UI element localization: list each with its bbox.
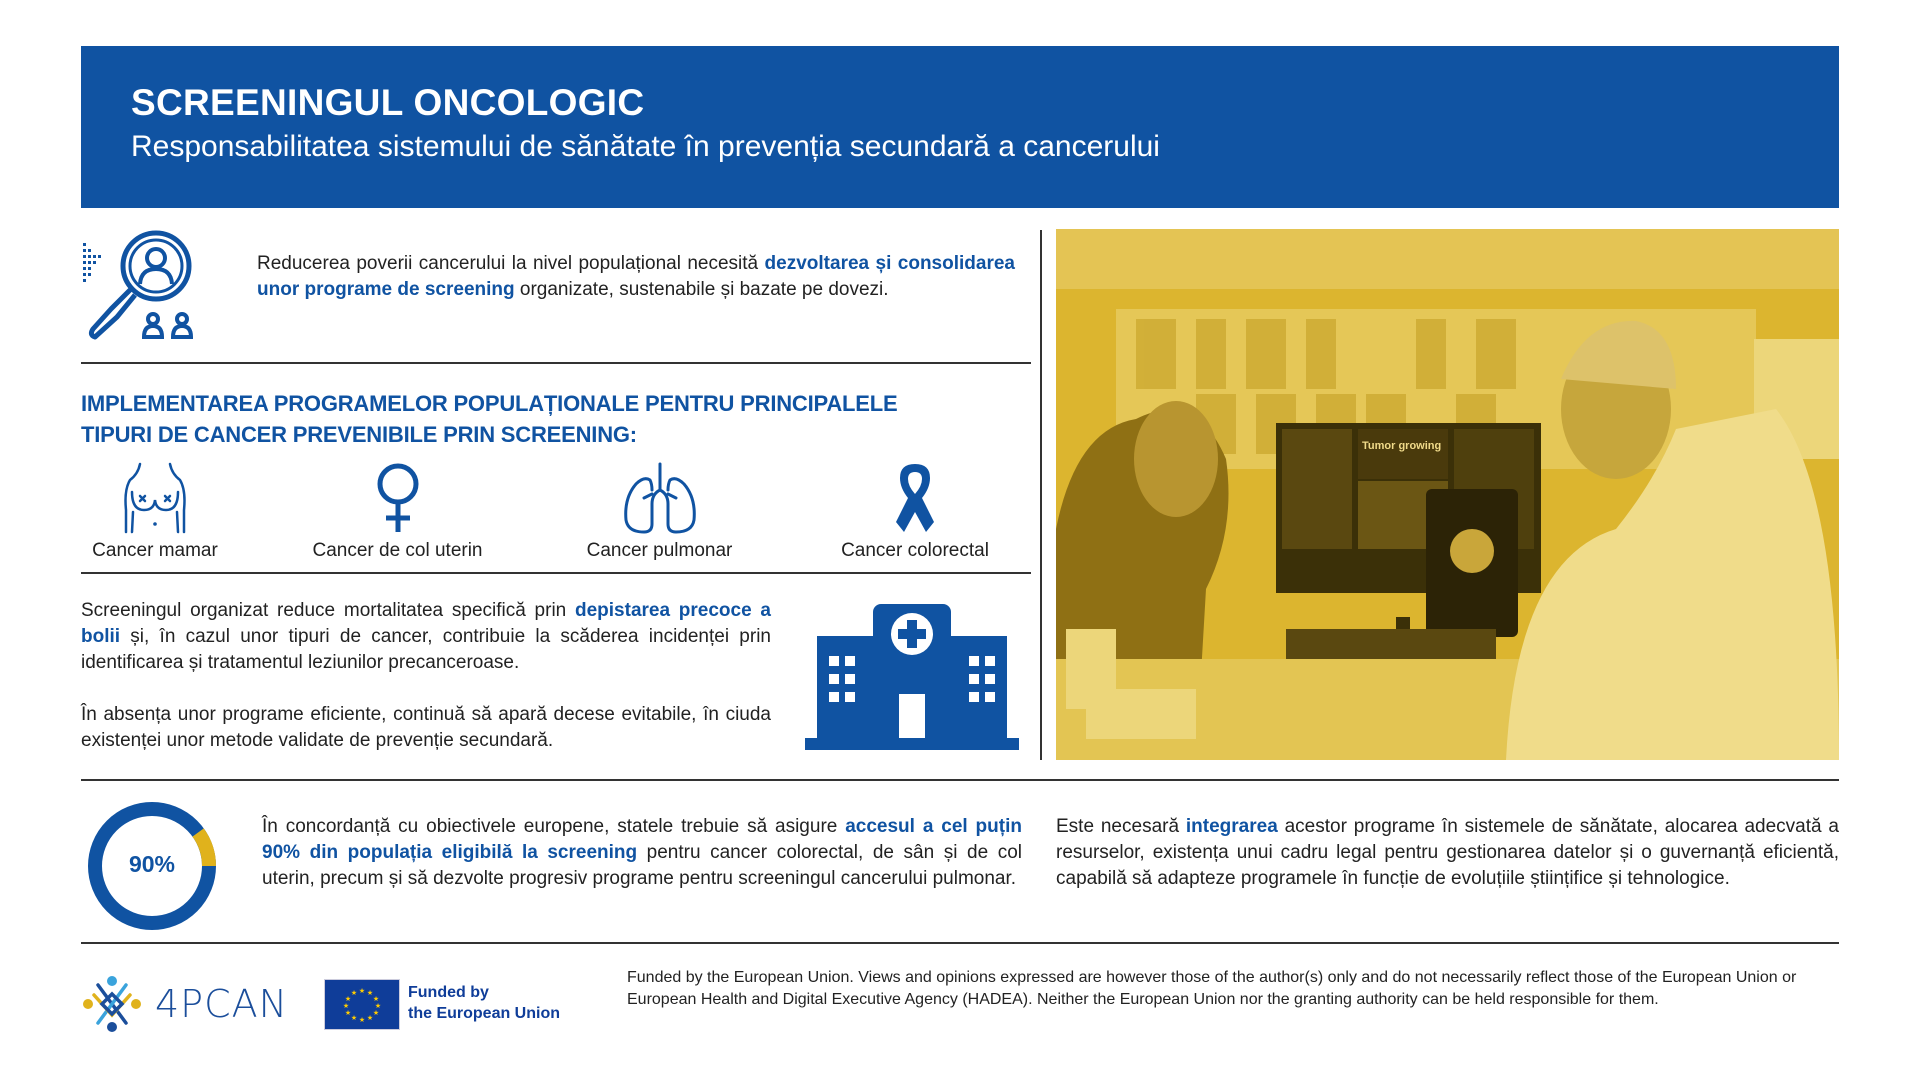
svg-text:★: ★ bbox=[372, 1009, 380, 1017]
magnifier-person-icon bbox=[81, 229, 199, 341]
cancer-item-colorectal: Cancer colorectal bbox=[824, 462, 1006, 562]
svg-text:★: ★ bbox=[374, 1002, 382, 1010]
coverage-donut bbox=[87, 801, 217, 931]
doctor-patient-photo bbox=[1056, 229, 1839, 760]
section-title: IMPLEMENTAREA PROGRAMELOR POPULAȚIONALE PENTRU PRINCIPALELE TIPURI DE CANCER PREVENIBILE PRIN SCREENING: bbox=[81, 391, 898, 447]
4pcan-logo-icon bbox=[82, 975, 142, 1033]
svg-text:★: ★ bbox=[350, 989, 358, 997]
page-subtitle: Responsabilitatea sistemului de sănătate în prevenția secundară a cancerului bbox=[131, 130, 1160, 163]
screening-paragraph-2: În absența unor programe eficiente, continuă să apară decese evitabile, în ciuda existenței unor metode validate de prevenție secundară. bbox=[81, 704, 771, 751]
eu-funding-label: Funded by the European Union bbox=[408, 984, 560, 1022]
page-title: SCREENINGUL ONCOLOGIC bbox=[131, 82, 645, 123]
svg-text:★: ★ bbox=[358, 987, 366, 995]
integration-text: Este necesară integrarea acestor programe în sistemele de sănătate, alocarea adecvată a resurselor, existența unui cadru legal pentru gestionarea datelor și o guvernanță eficientă, capabilă să adapteze programele în funcție de evoluțiile științifice și tehnologice. bbox=[1056, 816, 1839, 889]
svg-text:★: ★ bbox=[366, 989, 374, 997]
page-header bbox=[81, 46, 1839, 208]
intro-text: Reducerea poverii cancerului la nivel populațional necesită dezvoltarea și consolidarea unor programe de screening organizate, sustenabile și bazate pe dovezi. bbox=[257, 253, 1015, 300]
divider bbox=[81, 362, 1031, 364]
intro-highlight: dezvoltarea și consolidarea unor programe de screening bbox=[257, 253, 1015, 300]
svg-text:Tumor growing: Tumor growing bbox=[1362, 440, 1442, 452]
svg-text:★: ★ bbox=[344, 1009, 352, 1017]
eu-flag-icon bbox=[324, 979, 400, 1030]
cancer-item-pulmonar: Cancer pulmonar bbox=[572, 462, 747, 562]
female-symbol-icon bbox=[374, 462, 422, 534]
divider bbox=[81, 572, 1031, 574]
divider bbox=[81, 942, 1839, 944]
target-text: În concordanță cu obiectivele europene, statele trebuie să asigure accesul a cel puțin 90% din populația eligibilă la screening pentru cancer colorectal, de sân și de col uterin, precum și să dezvolte progresiv programe pentru screeningul cancerului pulmonar. bbox=[262, 816, 1022, 889]
svg-text:★: ★ bbox=[358, 1016, 366, 1024]
brand-name: 4PCAN bbox=[155, 982, 289, 1026]
divider bbox=[81, 779, 1839, 781]
disclaimer: Funded by the European Union. Views and opinions expressed are however those of the author(s) only and do not necessarily reflect those of the European Union or European Health and Digital Executive Agency (HADEA). Neither the European Union nor the granting authority can be held responsible for them. bbox=[627, 969, 1797, 1008]
hospital-icon bbox=[805, 602, 1019, 750]
awareness-ribbon-icon bbox=[892, 462, 938, 534]
screening-paragraph-1: Screeningul organizat reduce mortalitatea specifică prin depistarea precoce a bolii și, în cazul unor tipuri de cancer, contribuie la scăderea incidenței prin identificarea și tratamentul leziunilor precanceroase. bbox=[81, 600, 771, 673]
breast-icon bbox=[120, 462, 190, 534]
vertical-divider bbox=[1040, 230, 1042, 760]
cancer-item-mamar: Cancer mamar bbox=[81, 462, 229, 562]
svg-text:★: ★ bbox=[372, 995, 380, 1003]
donut-percentage: 90% bbox=[128, 851, 176, 877]
svg-text:★: ★ bbox=[350, 1014, 358, 1022]
screening-text bbox=[81, 598, 771, 754]
svg-text:★: ★ bbox=[344, 995, 352, 1003]
lungs-icon bbox=[622, 462, 698, 534]
svg-text:★: ★ bbox=[342, 1002, 350, 1010]
cancer-item-col-uterin: Cancer de col uterin bbox=[295, 462, 500, 562]
svg-text:★: ★ bbox=[366, 1014, 374, 1022]
